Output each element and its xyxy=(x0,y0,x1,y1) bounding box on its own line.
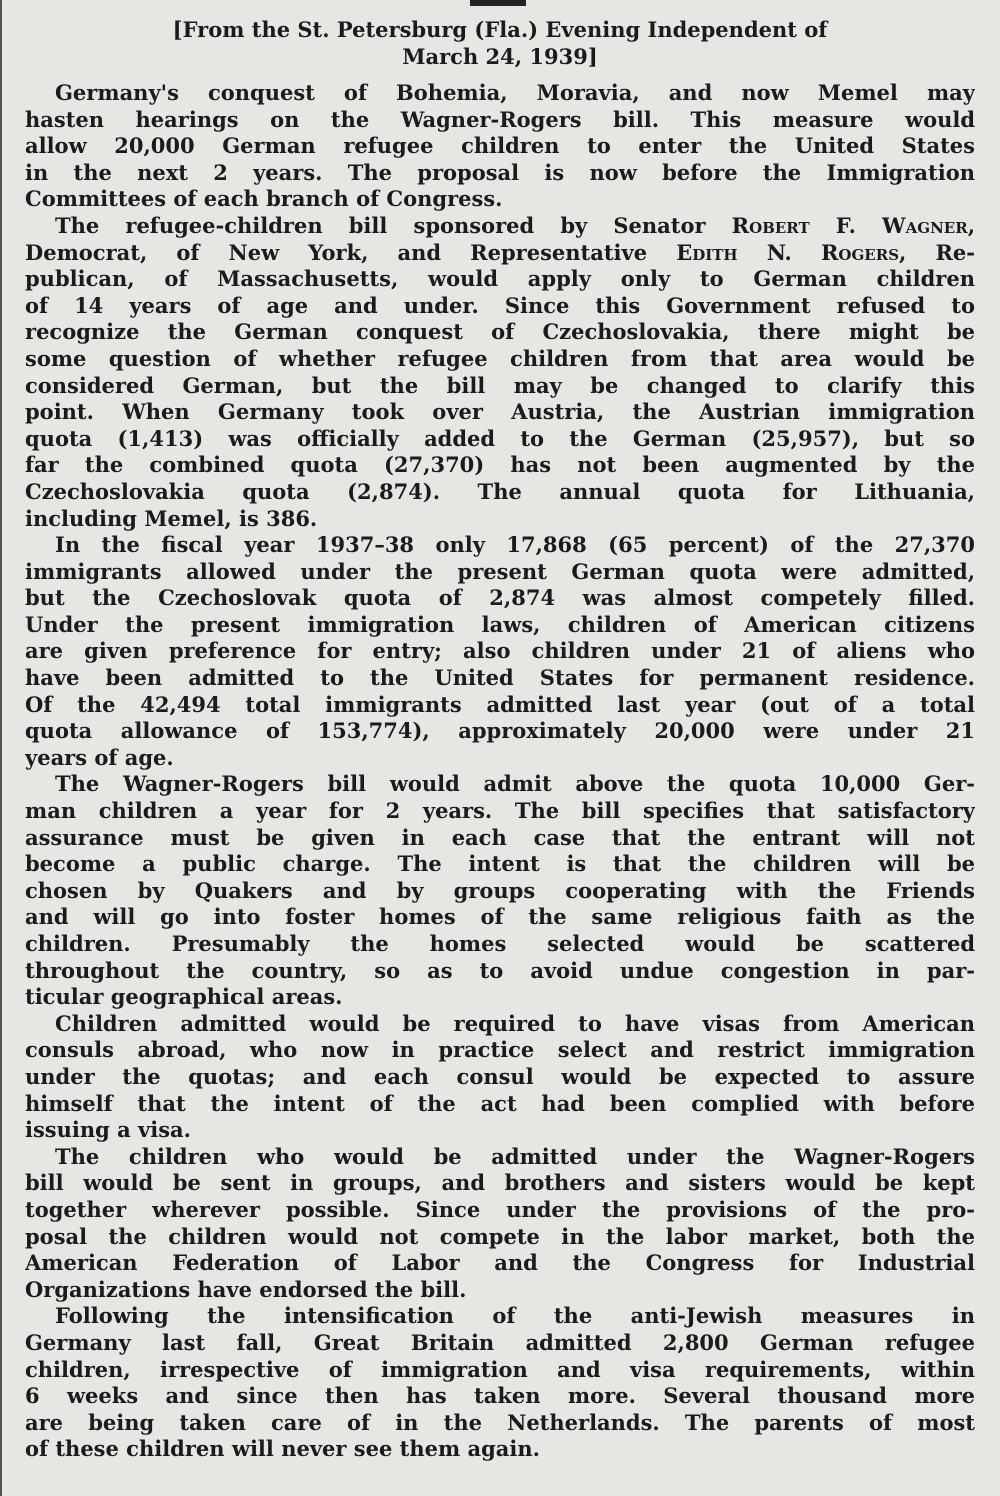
text-line: and will go into foster homes of the same religious faith as the xyxy=(25,904,975,930)
citation-line: [From the St. Petersburg (Fla.) Evening Independent of xyxy=(172,17,828,42)
text-line: considered German, but the bill may be changed to clarify this xyxy=(25,372,975,398)
text-line: but the Czechoslovak quota of 2,874 was almost competely filled. xyxy=(25,585,975,611)
text-line: consuls abroad, who now in practice select and restrict immigration xyxy=(25,1037,975,1063)
text-line: In the fiscal year 1937–38 only 17,868 (65 percent) of the 27,370 xyxy=(55,532,975,558)
text-line: Of the 42,494 total immigrants admitted last year (out of a total xyxy=(25,691,975,717)
text-line xyxy=(25,240,975,267)
paragraph xyxy=(25,80,975,213)
text-line: bill would be sent in groups, and brothers and sisters would be kept xyxy=(25,1170,975,1196)
text-line: allow 20,000 German refugee children to enter the United States xyxy=(25,133,975,159)
text-line: some question of whether refugee children from that area would be xyxy=(25,345,975,371)
column-rule xyxy=(0,0,2,1496)
text-line: years of age. xyxy=(25,744,174,770)
text-line: of these children will never see them again. xyxy=(25,1436,540,1462)
text-line: publican, of Massachusetts, would apply only to German children xyxy=(25,266,975,292)
text-line: Committees of each branch of Congress. xyxy=(25,186,503,212)
text-line: immigrants allowed under the present German quota were admitted, xyxy=(25,558,975,584)
text-line: hasten hearings on the Wagner-Rogers bill. This measure would xyxy=(25,106,975,132)
top-rule xyxy=(470,0,526,6)
text-segment: , xyxy=(967,212,975,238)
text-line: posal the children would not compete in the labor market, both the xyxy=(25,1223,975,1249)
paragraph xyxy=(25,1144,975,1304)
text-line: The children who would be admitted under the Wagner-Rogers xyxy=(55,1143,975,1169)
text-line: Organizations have endorsed the bill. xyxy=(25,1276,467,1302)
paragraph xyxy=(25,532,975,771)
text-line: Germany last fall, Great Britain admitted 2,800 German refugee xyxy=(25,1329,975,1355)
paragraph xyxy=(25,1303,975,1463)
text-line: become a public charge. The intent is that the children will be xyxy=(25,851,975,877)
source-citation xyxy=(25,16,975,70)
text-line: Germany's conquest of Bohemia, Moravia, and now Memel may xyxy=(55,80,975,105)
text-line: point. When Germany took over Austria, the Austrian immigration xyxy=(25,399,975,425)
text-line: Following the intensification of the anti-Jewish measures in xyxy=(55,1303,975,1329)
text-line: Under the present immigration laws, children of American citizens xyxy=(25,611,975,637)
text-line: together wherever possible. Since under the provisions of the pro- xyxy=(25,1196,975,1222)
text-segment: , Re- xyxy=(899,239,975,265)
text-line xyxy=(25,213,975,240)
text-line: including Memel, is 386. xyxy=(25,505,318,531)
article-body xyxy=(25,80,975,1463)
text-line: chosen by Quakers and by groups cooperating with the Friends xyxy=(25,877,975,903)
text-line: The Wagner-Rogers bill would admit above the quota 10,000 Ger- xyxy=(55,771,975,797)
text-line: of 14 years of age and under. Since this Government refused to xyxy=(25,292,975,318)
text-line: children. Presumably the homes selected would be scattered xyxy=(25,931,975,956)
paragraph xyxy=(25,213,975,532)
text-line: man children a year for 2 years. The bill specifies that satisfactory xyxy=(25,798,975,824)
text-segment: Democrat, of New York, and Representative xyxy=(25,239,677,265)
text-line: issuing a visa. xyxy=(25,1117,191,1143)
citation-line: March 24, 1939] xyxy=(402,44,598,69)
text-line: quota (1,413) was officially added to the German (25,957), but so xyxy=(25,425,975,451)
text-line: are given preference for entry; also children under 21 of aliens who xyxy=(25,638,975,664)
person-name: Edith N. Rogers xyxy=(676,239,900,265)
text-line: recognize the German conquest of Czechoslovakia, there might be xyxy=(25,319,975,345)
paragraph xyxy=(25,771,975,1010)
text-line: in the next 2 years. The proposal is now before the Immigration xyxy=(25,159,975,185)
paragraph xyxy=(25,1011,975,1144)
text-line: Czechoslovakia quota (2,874). The annual quota for Lithuania, xyxy=(25,478,975,504)
text-line: assurance must be given in each case that the entrant will not xyxy=(25,824,975,850)
text-line: himself that the intent of the act had been complied with before xyxy=(25,1090,975,1116)
text-line: have been admitted to the United States for permanent residence. xyxy=(25,665,975,691)
text-line: throughout the country, so as to avoid undue congestion in par- xyxy=(25,957,975,983)
text-segment: The refugee-children bill sponsored by Senator xyxy=(55,212,732,238)
text-line: far the combined quota (27,370) has not been augmented by the xyxy=(25,452,975,478)
text-line: 6 weeks and since then has taken more. Several thousand more xyxy=(25,1383,975,1409)
text-line: ticular geographical areas. xyxy=(25,984,343,1010)
text-line: Children admitted would be required to have visas from American xyxy=(55,1010,975,1036)
text-line: are being taken care of in the Netherlands. The parents of most xyxy=(25,1409,975,1435)
text-line: under the quotas; and each consul would be expected to assure xyxy=(25,1063,975,1089)
person-name: Robert F. Wagner xyxy=(731,212,968,238)
text-line: American Federation of Labor and the Congress for Industrial xyxy=(25,1250,975,1276)
text-line: quota allowance of 153,774), approximately 20,000 were under 21 xyxy=(25,718,975,744)
text-line: children, irrespective of immigration and visa requirements, within xyxy=(25,1356,975,1382)
